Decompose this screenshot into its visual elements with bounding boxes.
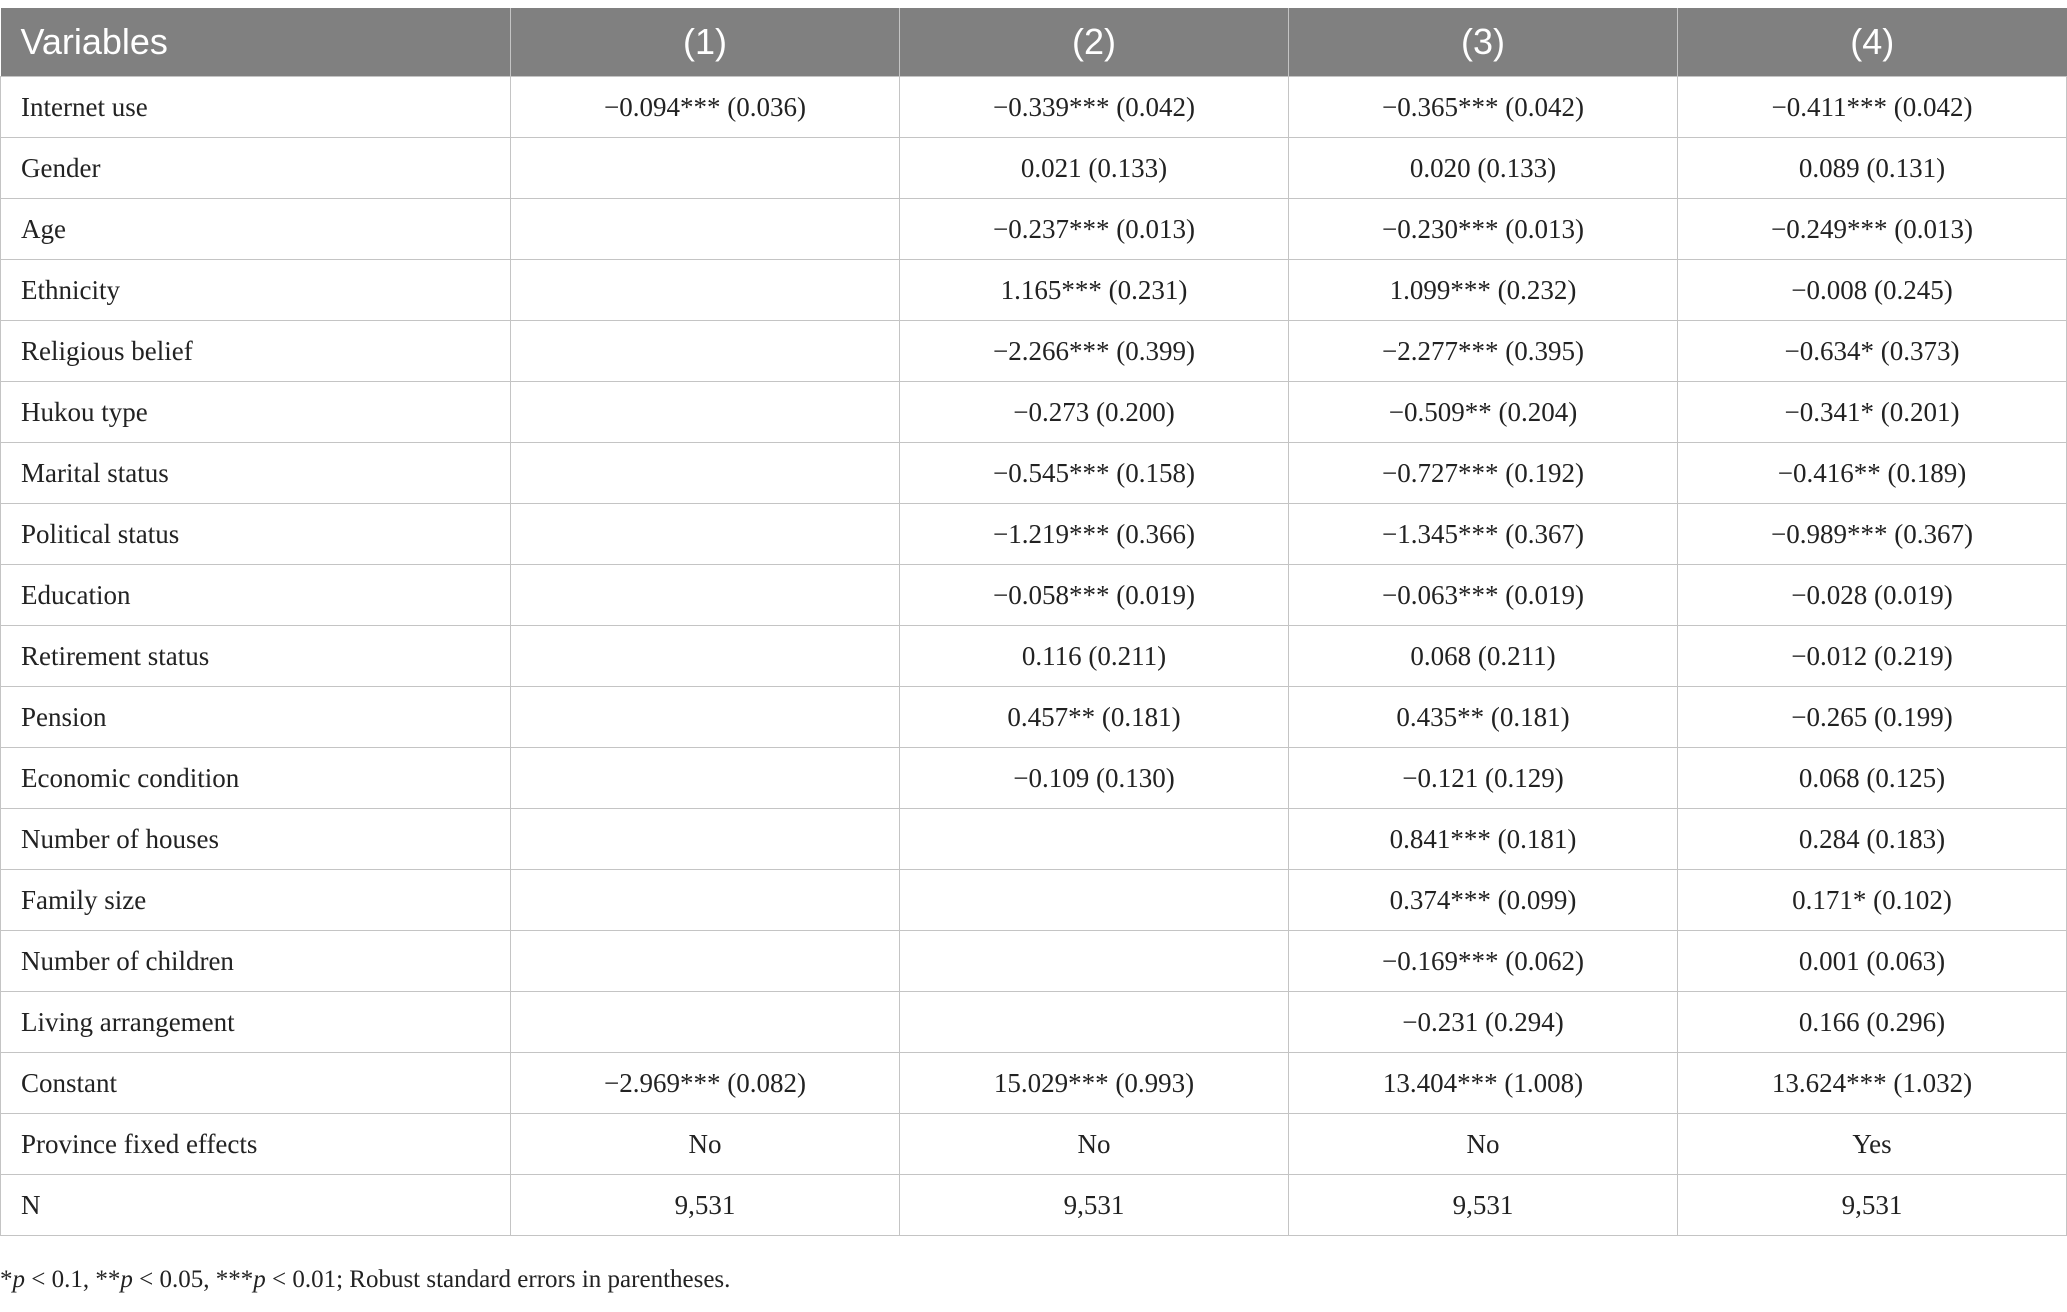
header-variables: Variables	[1, 8, 511, 77]
coefficient-cell: −0.012 (0.219)	[1678, 626, 2067, 687]
coefficient-cell	[900, 809, 1289, 870]
table-row	[1, 321, 2067, 382]
variable-name-cell: Number of children	[1, 931, 511, 992]
coefficient-cell: −0.094*** (0.036)	[511, 77, 900, 138]
coefficient-cell	[511, 809, 900, 870]
coefficient-cell: −2.969*** (0.082)	[511, 1053, 900, 1114]
coefficient-cell	[511, 565, 900, 626]
variable-name-cell: N	[1, 1175, 511, 1236]
coefficient-cell: 0.001 (0.063)	[1678, 931, 2067, 992]
footnote-text: < 0.05, ***	[132, 1266, 254, 1293]
coefficient-cell	[900, 931, 1289, 992]
coefficient-cell: −2.277*** (0.395)	[1289, 321, 1678, 382]
table-row	[1, 1053, 2067, 1114]
coefficient-cell: −0.265 (0.199)	[1678, 687, 2067, 748]
header-model-1: (1)	[511, 8, 900, 77]
table-footnote	[0, 1266, 730, 1294]
coefficient-cell: 1.165*** (0.231)	[900, 260, 1289, 321]
coefficient-cell: 9,531	[900, 1175, 1289, 1236]
coefficient-cell: −0.273 (0.200)	[900, 382, 1289, 443]
variable-name-cell: Number of houses	[1, 809, 511, 870]
table-row	[1, 443, 2067, 504]
table-row	[1, 992, 2067, 1053]
coefficient-cell: −0.121 (0.129)	[1289, 748, 1678, 809]
footnote-text: *	[0, 1266, 13, 1293]
coefficient-cell: −0.109 (0.130)	[900, 748, 1289, 809]
table-row	[1, 870, 2067, 931]
coefficient-cell	[900, 870, 1289, 931]
coefficient-cell	[511, 321, 900, 382]
coefficient-cell: −2.266*** (0.399)	[900, 321, 1289, 382]
variable-name-cell: Gender	[1, 138, 511, 199]
coefficient-cell: −0.249*** (0.013)	[1678, 199, 2067, 260]
variable-name-cell: Religious belief	[1, 321, 511, 382]
table-row	[1, 77, 2067, 138]
header-model-2: (2)	[900, 8, 1289, 77]
coefficient-cell: 13.624*** (1.032)	[1678, 1053, 2067, 1114]
variable-name-cell: Pension	[1, 687, 511, 748]
coefficient-cell: 0.116 (0.211)	[900, 626, 1289, 687]
variable-name-cell: Living arrangement	[1, 992, 511, 1053]
coefficient-cell: −0.509** (0.204)	[1289, 382, 1678, 443]
coefficient-cell	[511, 138, 900, 199]
variable-name-cell: Constant	[1, 1053, 511, 1114]
coefficient-cell: −0.028 (0.019)	[1678, 565, 2067, 626]
coefficient-cell: −0.008 (0.245)	[1678, 260, 2067, 321]
coefficient-cell: −0.058*** (0.019)	[900, 565, 1289, 626]
footnote-text: p	[120, 1266, 133, 1293]
coefficient-cell: 0.068 (0.125)	[1678, 748, 2067, 809]
table-row	[1, 260, 2067, 321]
footnote-text: < 0.01; Robust standard errors in parentheses.	[265, 1266, 731, 1293]
coefficient-cell: 9,531	[511, 1175, 900, 1236]
coefficient-cell: 0.021 (0.133)	[900, 138, 1289, 199]
table-row	[1, 1114, 2067, 1175]
variable-name-cell: Economic condition	[1, 748, 511, 809]
table-body	[1, 77, 2067, 1236]
table-row	[1, 809, 2067, 870]
table-row	[1, 138, 2067, 199]
footnote-text: p	[12, 1266, 25, 1293]
coefficient-cell: 0.457** (0.181)	[900, 687, 1289, 748]
table-row	[1, 687, 2067, 748]
variable-name-cell: Education	[1, 565, 511, 626]
coefficient-cell: 9,531	[1289, 1175, 1678, 1236]
header-model-4: (4)	[1678, 8, 2067, 77]
coefficient-cell	[511, 870, 900, 931]
coefficient-cell: 0.374*** (0.099)	[1289, 870, 1678, 931]
table-row	[1, 504, 2067, 565]
table-row	[1, 626, 2067, 687]
variable-name-cell: Ethnicity	[1, 260, 511, 321]
coefficient-cell: −0.416** (0.189)	[1678, 443, 2067, 504]
coefficient-cell: −1.219*** (0.366)	[900, 504, 1289, 565]
table-row	[1, 565, 2067, 626]
coefficient-cell	[511, 748, 900, 809]
coefficient-cell: −0.169*** (0.062)	[1289, 931, 1678, 992]
variable-name-cell: Family size	[1, 870, 511, 931]
coefficient-cell: Yes	[1678, 1114, 2067, 1175]
table-row	[1, 1175, 2067, 1236]
coefficient-cell: 0.171* (0.102)	[1678, 870, 2067, 931]
coefficient-cell: −0.989*** (0.367)	[1678, 504, 2067, 565]
variable-name-cell: Internet use	[1, 77, 511, 138]
coefficient-cell	[511, 199, 900, 260]
coefficient-cell	[511, 382, 900, 443]
variable-name-cell: Province fixed effects	[1, 1114, 511, 1175]
coefficient-cell: 0.284 (0.183)	[1678, 809, 2067, 870]
table-header-row	[1, 8, 2067, 77]
coefficient-cell	[511, 626, 900, 687]
coefficient-cell	[511, 687, 900, 748]
coefficient-cell: 15.029*** (0.993)	[900, 1053, 1289, 1114]
coefficient-cell: −0.365*** (0.042)	[1289, 77, 1678, 138]
table-row	[1, 748, 2067, 809]
table-row	[1, 199, 2067, 260]
table-row	[1, 382, 2067, 443]
coefficient-cell: −0.230*** (0.013)	[1289, 199, 1678, 260]
variable-name-cell: Age	[1, 199, 511, 260]
coefficient-cell: −0.727*** (0.192)	[1289, 443, 1678, 504]
coefficient-cell: 0.841*** (0.181)	[1289, 809, 1678, 870]
coefficient-cell: −0.339*** (0.042)	[900, 77, 1289, 138]
coefficient-cell: −0.341* (0.201)	[1678, 382, 2067, 443]
header-model-3: (3)	[1289, 8, 1678, 77]
coefficient-cell	[511, 992, 900, 1053]
coefficient-cell: No	[900, 1114, 1289, 1175]
coefficient-cell: 13.404*** (1.008)	[1289, 1053, 1678, 1114]
coefficient-cell	[511, 931, 900, 992]
coefficient-cell: −0.545*** (0.158)	[900, 443, 1289, 504]
coefficient-cell: 0.068 (0.211)	[1289, 626, 1678, 687]
coefficient-cell	[511, 260, 900, 321]
coefficient-cell: −0.634* (0.373)	[1678, 321, 2067, 382]
coefficient-cell: 9,531	[1678, 1175, 2067, 1236]
coefficient-cell: −1.345*** (0.367)	[1289, 504, 1678, 565]
coefficient-cell: 0.435** (0.181)	[1289, 687, 1678, 748]
table-row	[1, 931, 2067, 992]
coefficient-cell: 0.020 (0.133)	[1289, 138, 1678, 199]
coefficient-cell	[511, 504, 900, 565]
coefficient-cell	[511, 443, 900, 504]
coefficient-cell	[900, 992, 1289, 1053]
variable-name-cell: Hukou type	[1, 382, 511, 443]
variable-name-cell: Marital status	[1, 443, 511, 504]
variable-name-cell: Retirement status	[1, 626, 511, 687]
footnote-text: p	[253, 1266, 266, 1293]
variable-name-cell: Political status	[1, 504, 511, 565]
coefficient-cell: 0.089 (0.131)	[1678, 138, 2067, 199]
regression-table	[0, 8, 2067, 1236]
coefficient-cell: −0.063*** (0.019)	[1289, 565, 1678, 626]
coefficient-cell: −0.231 (0.294)	[1289, 992, 1678, 1053]
coefficient-cell: No	[1289, 1114, 1678, 1175]
footnote-text: < 0.1, **	[25, 1266, 121, 1293]
coefficient-cell: No	[511, 1114, 900, 1175]
coefficient-cell: 0.166 (0.296)	[1678, 992, 2067, 1053]
coefficient-cell: −0.411*** (0.042)	[1678, 77, 2067, 138]
coefficient-cell: −0.237*** (0.013)	[900, 199, 1289, 260]
coefficient-cell: 1.099*** (0.232)	[1289, 260, 1678, 321]
